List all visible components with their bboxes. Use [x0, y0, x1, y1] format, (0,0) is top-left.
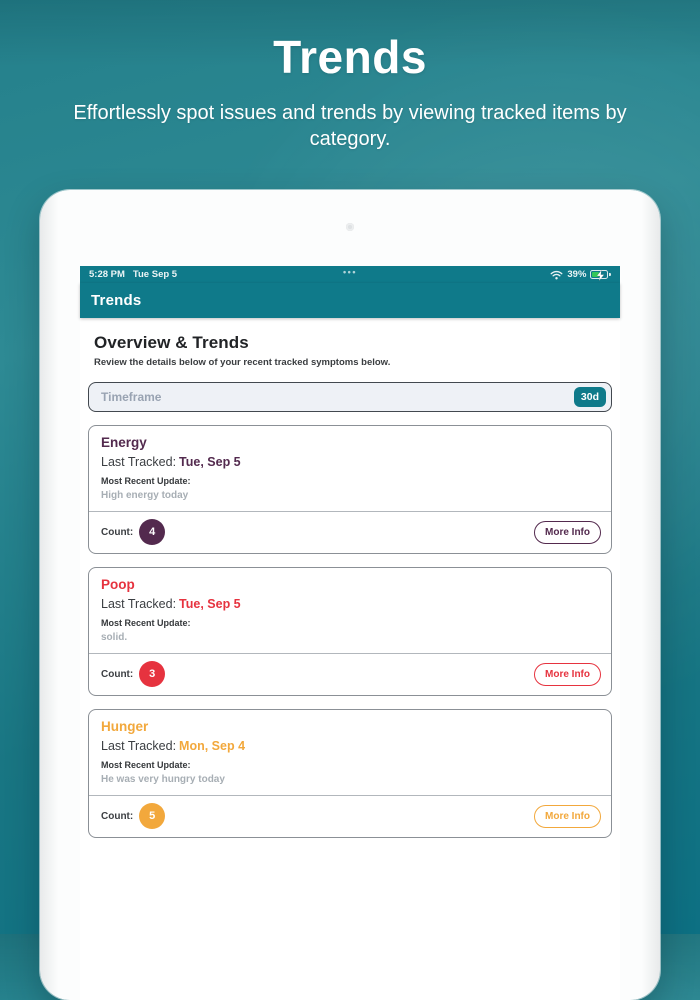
device-screen [80, 266, 620, 1000]
card-title: Poop [101, 577, 135, 592]
last-tracked-value: Mon, Sep 4 [179, 739, 246, 753]
most-recent-value: He was very hungry today [101, 774, 225, 785]
count-label: Count: [101, 810, 134, 822]
last-tracked-label: Last Tracked: [101, 739, 177, 753]
trend-card-energy [88, 425, 612, 554]
page-subtitle: Effortlessly spot issues and trends by viewing tracked items by category. [73, 102, 627, 151]
most-recent-value: High energy today [101, 490, 189, 501]
page-title: Trends [273, 31, 427, 83]
status-time-date [89, 269, 177, 280]
timeframe-placeholder: Timeframe [101, 390, 162, 404]
main-content [80, 318, 620, 1000]
count-badge: 3 [139, 661, 165, 687]
charging-bolt-icon [596, 270, 605, 281]
app-bar [80, 283, 620, 318]
last-tracked-row [101, 455, 599, 469]
status-date: Tue Sep 5 [132, 269, 178, 280]
last-tracked-value: Tue, Sep 5 [179, 455, 241, 469]
last-tracked-label: Last Tracked: [101, 455, 177, 469]
last-tracked-value: Tue, Sep 5 [179, 597, 241, 611]
count-label: Count: [101, 526, 134, 538]
more-info-button[interactable]: More Info [534, 805, 601, 828]
count-badge: 5 [139, 803, 165, 829]
most-recent-value: solid. [101, 632, 128, 643]
most-recent-label: Most Recent Update: [101, 476, 191, 486]
multitask-dots-icon[interactable]: ••• [343, 267, 357, 277]
front-camera-icon [346, 223, 354, 231]
timeframe-input[interactable] [88, 382, 612, 412]
most-recent-label: Most Recent Update: [101, 618, 191, 628]
app-bar-title: Trends [91, 292, 142, 309]
count-badge: 4 [139, 519, 165, 545]
count-label: Count: [101, 668, 134, 680]
battery-percent: 39% [567, 269, 587, 280]
card-title: Hunger [101, 719, 149, 734]
status-time: 5:28 PM [89, 269, 125, 280]
more-info-button[interactable]: More Info [534, 663, 601, 686]
last-tracked-row [101, 597, 599, 611]
wifi-icon [550, 270, 563, 280]
timeframe-badge[interactable]: 30d [574, 387, 606, 407]
status-bar [80, 266, 620, 283]
status-indicators [550, 269, 611, 280]
card-title: Energy [101, 435, 147, 450]
most-recent-label: Most Recent Update: [101, 760, 191, 770]
section-subtitle: Review the details below of your recent tracked symptoms below. [94, 357, 391, 368]
last-tracked-row [101, 739, 599, 753]
more-info-button[interactable]: More Info [534, 521, 601, 544]
last-tracked-label: Last Tracked: [101, 597, 177, 611]
trend-card-hunger [88, 709, 612, 838]
hero-section [0, 0, 700, 153]
battery-charging-icon [590, 270, 611, 279]
trend-card-poop [88, 567, 612, 696]
tablet-device-frame [40, 190, 660, 1000]
section-title: Overview & Trends [94, 333, 249, 352]
